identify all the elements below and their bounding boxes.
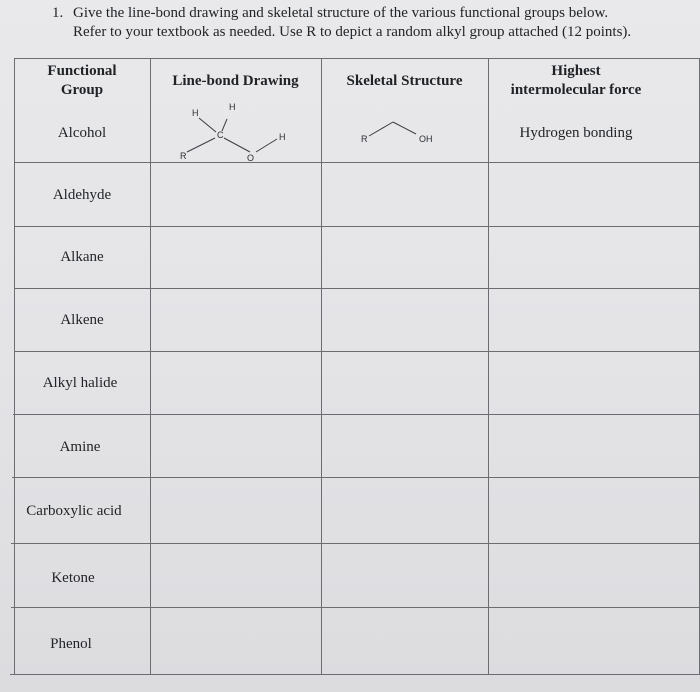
header-skeletal: Skeletal Structure [346,73,463,89]
group-alcohol: Alcohol [57,125,107,141]
atom-c: C [217,130,224,140]
group-phenol: Phenol [50,636,92,652]
alcohol-skeletal-structure [356,112,446,148]
group-alkane: Alkane [60,249,104,265]
table-border-top [14,58,700,59]
group-aldehyde: Aldehyde [52,187,112,203]
group-alkyl-halide: Alkyl halide [42,375,118,391]
group-alkene: Alkene [60,312,104,328]
question-line-2: Refer to your textbook as needed. Use R to depict a random alkyl group attached (12 points). [73,24,632,40]
row-divider [11,607,700,608]
atom-r: R [361,134,368,144]
header-intermolecular-force: Highest intermolecular force [510,63,642,98]
row-divider [14,288,700,289]
group-carboxylic-acid: Carboxylic acid [26,503,122,519]
table-border-bottom [10,674,700,675]
atom-h-right: H [279,132,286,142]
bond-r-c [187,138,215,152]
bond-c-h-left [199,118,216,132]
header-functional-group: Functional Group [47,63,117,98]
row-divider [14,226,700,227]
header-line-bond: Line-bond Drawing [172,73,299,89]
row-divider [14,162,700,163]
group-ketone: Ketone [51,570,95,586]
column-divider [321,58,322,674]
bond-r-c1 [369,122,393,136]
alcohol-line-bond-drawing [168,96,298,164]
column-divider [488,58,489,674]
atom-h-top: H [229,102,236,112]
force-alcohol: Hydrogen bonding [519,125,633,141]
group-amine: Amine [59,439,101,455]
column-divider [150,58,151,674]
atom-r: R [180,151,187,161]
atom-h-left: H [192,108,199,118]
atom-o: O [247,153,255,163]
bond-c-o [224,138,250,152]
bond-c1-c2 [393,122,416,134]
row-divider [11,543,700,544]
atom-oh: OH [419,134,433,144]
question-number: 1. [52,5,64,21]
row-divider [14,351,700,352]
row-divider [13,414,700,415]
question-line-1: Give the line-bond drawing and skeletal structure of the various functional groups below. [73,5,609,21]
row-divider [12,477,700,478]
bond-o-h [256,139,277,152]
